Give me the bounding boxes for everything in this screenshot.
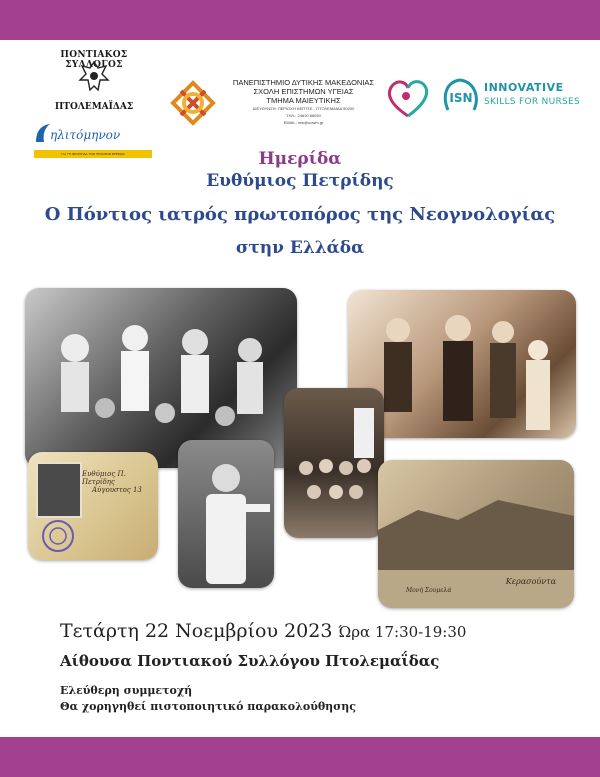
isn-stethoscope-icon [440, 76, 482, 118]
isn-line2: SKILLS FOR NURSES [484, 97, 581, 107]
doctor-illustration [178, 440, 274, 588]
university-line2: ΣΧΟΛΗ ΕΠΙΣΤΗΜΩΝ ΥΓΕΙΑΣ [253, 87, 354, 96]
free-participation-note: Ελεύθερη συμμετοχή [60, 684, 193, 697]
university-line1: ΠΑΝΕΠΙΣΤΗΜΙΟ ΔΥΤΙΚΗΣ ΜΑΚΕΔΟΝΙΑΣ [232, 78, 375, 87]
isn-line1: INNOVATIVE [484, 81, 564, 94]
isn-logo-text [484, 81, 580, 109]
photo-children-group [284, 388, 384, 538]
pontiakos-logo-bottom-text: ΠΤΟΛΕΜΑΪΔΑΣ [54, 102, 134, 112]
event-date-line [60, 620, 466, 642]
certificate-note: Θα χορηγηθεί πιστοποιητικό παρακολούθησης [60, 700, 356, 713]
event-title [0, 149, 600, 258]
postcard-caption-left: Μονή Σουμελά [406, 587, 452, 594]
signed-note-name: Ευθύμιος Π. Πετρίδης [82, 470, 126, 486]
mother-baby-heart-icon [384, 76, 432, 120]
university-address: ΔΙΕΥΘΥΝΣΗ: ΠΕΡΙΟΧΗ ΚΕΠΤΣΕ - ΠΤΟΛΕΜΑΪΔΑ 50200 [252, 106, 355, 111]
university-phone: ΤΗΛ.: 24610 68050 [286, 113, 321, 118]
event-date: Τετάρτη 22 Νοεμβρίου 2023 [60, 620, 333, 642]
title-line2: Ευθύμιος Πετρίδης [206, 171, 394, 191]
top-band [0, 0, 600, 40]
stamp-icon [38, 518, 78, 554]
postcard-caption: Κερασούντα [505, 577, 556, 586]
photo-old-postcard [378, 460, 574, 608]
elitomenon-name: ηλιτόμηνον [50, 128, 121, 142]
title-line1: Ημερίδα [258, 149, 342, 169]
children-illustration [284, 388, 384, 538]
university-email: EMAIL: mw@uowm.gr [283, 120, 324, 125]
title-line4: στην Ελλάδα [235, 238, 365, 258]
university-line3: ΤΜΗΜΑ ΜΑΙΕΥΤΙΚΗΣ [266, 96, 341, 105]
knot-emblem-icon [168, 78, 218, 128]
elitomenon-tagline: ΓΙΑ ΤΗ ΦΡΟΝΤΙΔΑ ΤΩΝ ΠΡΟΩΡΩΝ ΒΡΕΦΩΝ [34, 150, 152, 158]
event-time: Ώρα 17:30-19:30 [338, 623, 467, 641]
photo-signed-note [28, 452, 158, 560]
event-venue: Αίθουσα Ποντιακού Συλλόγου Πτολεμαΐδας [60, 652, 440, 670]
svg-text:ISN: ISN [449, 91, 473, 105]
pontiakos-logo-top-text: ΠΟΝΤΙΑΚΟΣ ΣΥΛΛΟΓΟΣ [60, 50, 128, 70]
pontiakos-logo [34, 50, 154, 112]
photo-doctor-portrait [178, 440, 274, 588]
portrait-photo [36, 462, 82, 518]
university-text [226, 78, 381, 126]
signed-note-date: Αύγουστος 13 [92, 486, 142, 494]
bottom-band [0, 737, 600, 777]
eagle-crest-icon [78, 60, 110, 94]
title-line3: Ο Πόντιος ιατρός πρωτοπόρος της Νεογνολογίας [44, 204, 556, 225]
